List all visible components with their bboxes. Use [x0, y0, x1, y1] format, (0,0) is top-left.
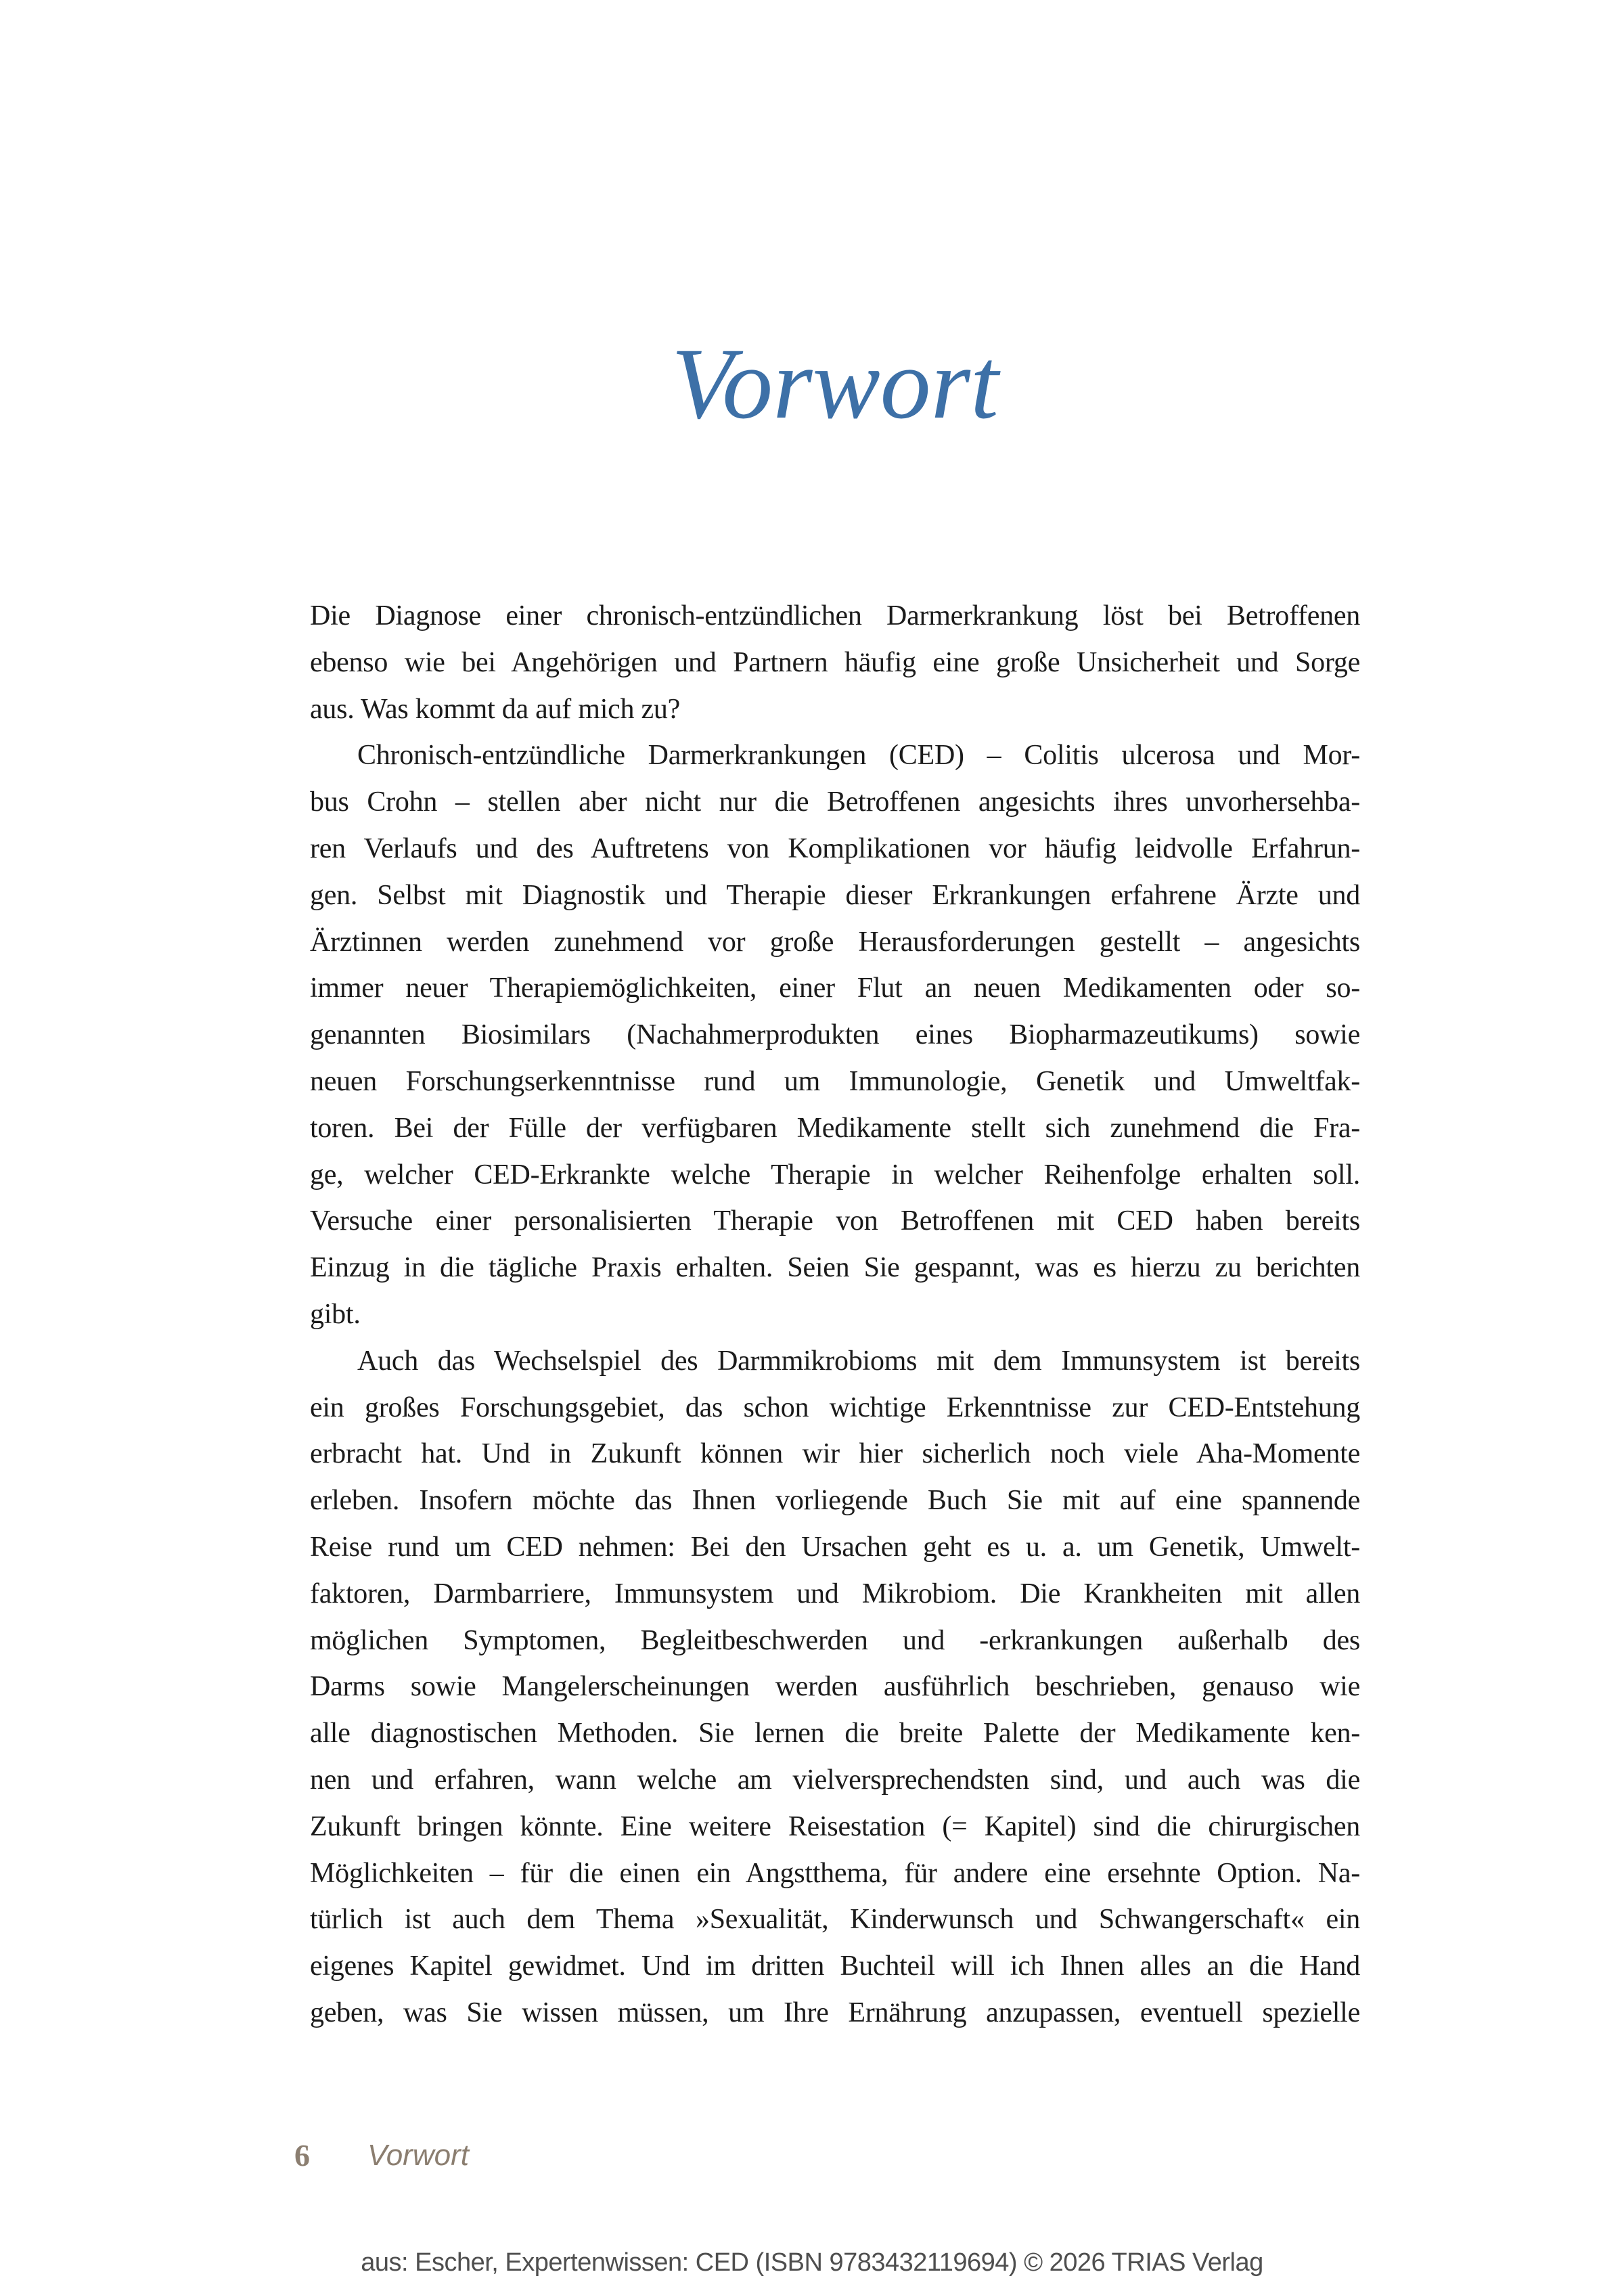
body-line: erleben. Insofern möchte das Ihnen vorliegende Buch Sie mit auf eine spannende [310, 1485, 1360, 1517]
footer-section-label: Vorwort [367, 2139, 469, 2172]
page-footer [0, 2137, 1624, 2178]
body-line: Zukunft bringen könnte. Eine weitere Reisestation (= Kapitel) sind die chirurgischen [310, 1810, 1360, 1842]
body-line: möglichen Symptomen, Begleitbeschwerden und -erkrankungen außerhalb des [310, 1624, 1360, 1656]
body-line: ren Verlaufs und des Auftretens von Komplikationen vor häufig leidvolle Erfahrun- [310, 832, 1360, 864]
page-number: 6 [294, 2138, 310, 2173]
copyright-line: aus: Escher, Expertenwissen: CED (ISBN 9783432119694) © 2026 TRIAS Verlag [361, 2248, 1263, 2277]
body-line: Möglichkeiten – für die einen ein Angstthema, für andere eine ersehnte Option. Na- [310, 1857, 1360, 1889]
body-line: toren. Bei der Fülle der verfügbaren Medikamente stellt sich zunehmend die Fra- [310, 1112, 1360, 1144]
page-title: Vorwort [671, 328, 999, 440]
body-line: nen und erfahren, wann welche am vielversprechendsten sind, und auch was die [310, 1764, 1360, 1796]
body-line: immer neuer Therapiemöglichkeiten, einer Flut an neuen Medikamenten oder so- [310, 973, 1360, 1004]
body-line: Die Diagnose einer chronisch-entzündlichen Darmerkrankung löst bei Betroffenen [310, 600, 1360, 631]
body-line: ein großes Forschungsgebiet, das schon wichtige Erkenntnisse zur CED-Entstehung [310, 1392, 1360, 1423]
body-line: Auch das Wechselspiel des Darmmikrobioms mit dem Immunsystem ist bereits [357, 1345, 1360, 1377]
body-line: Chronisch-entzündliche Darmerkrankungen (CED) – Colitis ulcerosa und Mor- [357, 740, 1360, 772]
body-line: Einzug in die tägliche Praxis erhalten. Seien Sie gespannt, was es hierzu zu berichten [310, 1252, 1360, 1284]
body-line: geben, was Sie wissen müssen, um Ihre Ernährung anzupassen, eventuell spezielle [310, 1997, 1360, 2028]
body-line: erbracht hat. Und in Zukunft können wir hier sicherlich noch viele Aha-Momente [310, 1438, 1360, 1470]
body-line: gibt. [310, 1298, 361, 1330]
body-line: faktoren, Darmbarriere, Immunsystem und Mikrobiom. Die Krankheiten mit allen [310, 1578, 1360, 1609]
body-line: türlich ist auch dem Thema »Sexualität, Kinderwunsch und Schwangerschaft« ein [310, 1904, 1360, 1936]
body-text [310, 593, 1360, 2036]
body-line: ge, welcher CED-Erkrankte welche Therapie in welcher Reihenfolge erhalten soll. [310, 1159, 1360, 1190]
body-line: aus. Was kommt da auf mich zu? [310, 693, 681, 725]
body-line: bus Crohn – stellen aber nicht nur die Betroffenen angesichts ihres unvorhersehba- [310, 786, 1360, 818]
body-line: Ärztinnen werden zunehmend vor große Herausforderungen gestellt – angesichts [310, 926, 1360, 958]
body-line: genannten Biosimilars (Nachahmerprodukten eines Biopharmazeutikums) sowie [310, 1019, 1360, 1051]
body-line: gen. Selbst mit Diagnostik und Therapie dieser Erkrankungen erfahrene Ärzte und [310, 879, 1360, 911]
body-line: Darms sowie Mangelerscheinungen werden ausführlich beschrieben, genauso wie [310, 1671, 1360, 1703]
body-line: neuen Forschungserkenntnisse rund um Immunologie, Genetik und Umweltfak- [310, 1065, 1360, 1097]
body-line: ebenso wie bei Angehörigen und Partnern häufig eine große Unsicherheit und Sorge [310, 646, 1360, 678]
body-line: Versuche einer personalisierten Therapie von Betroffenen mit CED haben bereits [310, 1205, 1360, 1237]
body-line: eigenes Kapitel gewidmet. Und im dritten Buchteil will ich Ihnen alles an die Hand [310, 1951, 1360, 1982]
body-line: alle diagnostischen Methoden. Sie lernen die breite Palette der Medikamente ken- [310, 1718, 1360, 1750]
body-line: Reise rund um CED nehmen: Bei den Ursachen geht es u. a. um Genetik, Umwelt- [310, 1531, 1360, 1563]
